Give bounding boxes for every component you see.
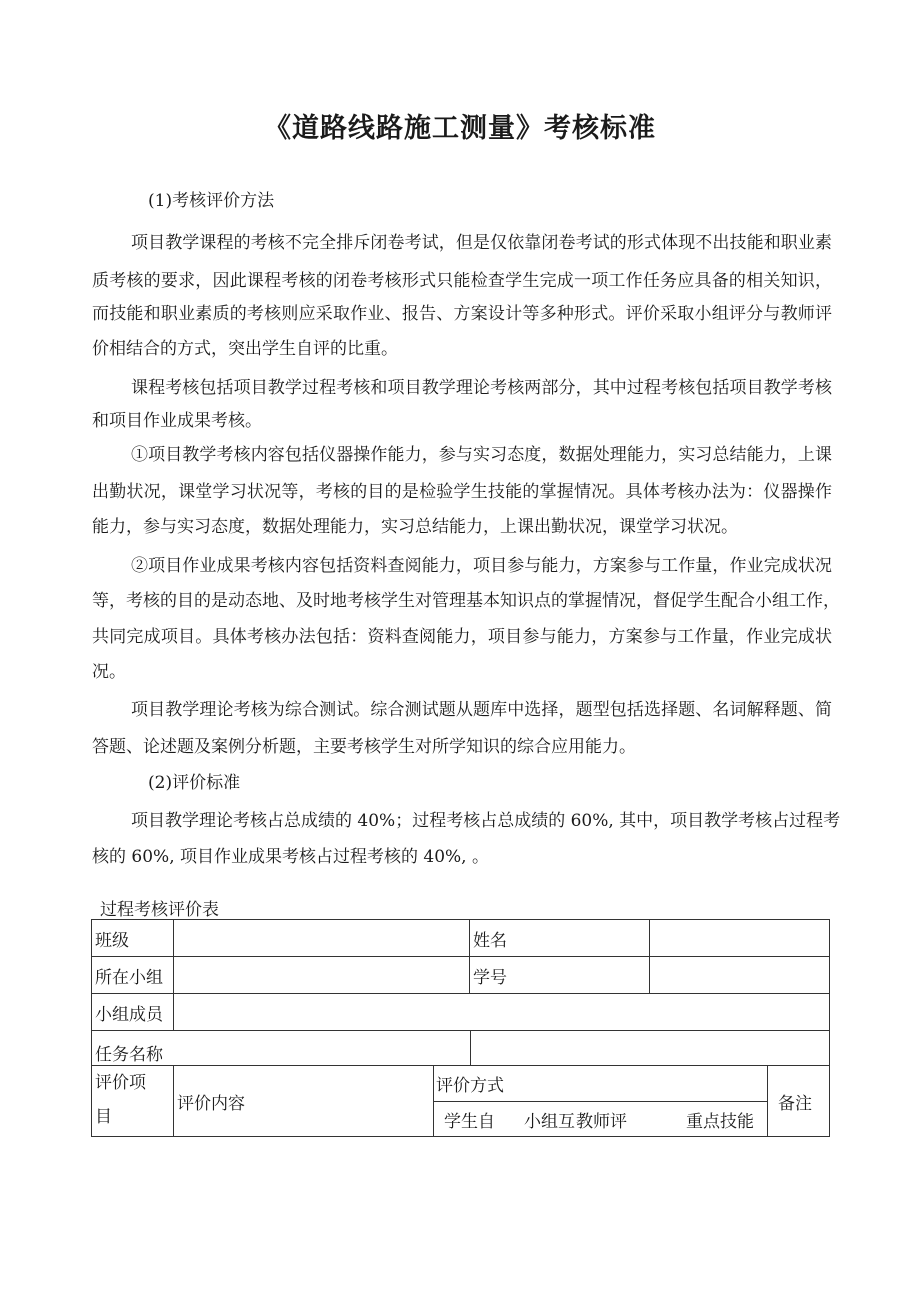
paragraph-3-line-1: ①项目教学考核内容包括仪器操作能力，参与实习态度，数据处理能力，实习总结能力，上课 <box>131 445 832 465</box>
eval-item-label-line-2: 目 <box>95 1107 112 1127</box>
task-value-cell[interactable] <box>471 1031 830 1066</box>
members-value-cell[interactable] <box>174 994 830 1031</box>
evaluation-table <box>91 919 830 1137</box>
paragraph-2-line-2: 和项目作业成果考核。 <box>92 411 262 431</box>
paragraph-1-line-4: 价相结合的方式，突出学生自评的比重。 <box>92 339 398 359</box>
paragraph-6-line-1: 项目教学理论考核占总成绩的 40%；过程考核占总成绩的 60%, 其中，项目教学考核占过程考 <box>131 811 841 831</box>
eval-item-label-line-1: 评价项 <box>95 1073 146 1093</box>
table-title: 过程考核评价表 <box>100 900 219 920</box>
group-label: 所在小组 <box>92 957 174 994</box>
table-row <box>92 1066 830 1102</box>
paragraph-4-line-1: ②项目作业成果考核内容包括资料查阅能力，项目参与能力，方案参与工作量，作业完成状况 <box>131 556 832 576</box>
paragraph-5-line-2: 答题、论述题及案例分析题，主要考核学生对所学知识的综合应用能力。 <box>92 737 636 757</box>
eval-content-header: 评价内容 <box>174 1066 434 1137</box>
group-value-cell[interactable] <box>174 957 470 994</box>
paragraph-5-line-1: 项目教学理论考核为综合测试。综合测试题从题库中选择，题型包括选择题、名词解释题、简 <box>131 700 832 720</box>
method-teacher: 教师评 <box>576 1111 627 1132</box>
student-no-label: 学号 <box>470 957 650 994</box>
method-key-skill: 重点技能 <box>686 1111 754 1132</box>
name-value-cell[interactable] <box>650 920 830 957</box>
method-group: 小组互 <box>524 1111 575 1132</box>
document-title: 《道路线路施工测量》考核标准 <box>264 113 656 144</box>
paragraph-3-line-3: 能力，参与实习态度，数据处理能力，实习总结能力，上课出勤状况，课堂学习状况。 <box>92 517 738 537</box>
paragraph-4-line-4: 况。 <box>92 662 126 682</box>
section-2-heading: (2)评价标准 <box>148 773 241 793</box>
paragraph-1-line-1: 项目教学课程的考核不完全排斥闭卷考试，但是仅依靠闭卷考试的形式体现不出技能和职业素 <box>131 233 832 253</box>
table-row <box>92 920 830 957</box>
paragraph-1-line-3: 而技能和职业素质的考核则应采取作业、报告、方案设计等多种形式。评价采取小组评分与教师评 <box>92 304 832 324</box>
paragraph-6-line-2: 核的 60%, 项目作业成果考核占过程考核的 40%, 。 <box>92 847 489 867</box>
section-1-heading: (1)考核评价方法 <box>148 191 275 211</box>
class-value-cell[interactable] <box>174 920 470 957</box>
task-label: 任务名称 <box>92 1031 471 1066</box>
eval-method-header: 评价方式 <box>434 1066 768 1102</box>
table-row <box>92 1031 830 1066</box>
student-no-value-cell[interactable] <box>650 957 830 994</box>
paragraph-2-line-1: 课程考核包括项目教学过程考核和项目教学理论考核两部分，其中过程考核包括项目教学考核 <box>131 378 832 398</box>
class-label: 班级 <box>92 920 174 957</box>
eval-item-header <box>92 1066 174 1137</box>
name-label: 姓名 <box>470 920 650 957</box>
table-row <box>92 994 830 1031</box>
method-self: 学生自 <box>444 1111 495 1132</box>
paragraph-1-line-2: 质考核的要求，因此课程考核的闭卷考核形式只能检查学生完成一项工作任务应具备的相关知识， <box>92 271 832 291</box>
paragraph-3-line-2: 出勤状况，课堂学习状况等，考核的目的是检验学生技能的掌握情况。具体考核办法为：仪器操作 <box>92 482 832 502</box>
paragraph-4-line-2: 等，考核的目的是动态地、及时地考核学生对管理基本知识点的掌握情况，督促学生配合小组工作， <box>92 591 840 611</box>
remark-header: 备注 <box>768 1066 830 1137</box>
paragraph-4-line-3: 共同完成项目。具体考核办法包括：资料查阅能力，项目参与能力，方案参与工作量，作业完成状 <box>92 627 832 647</box>
table-row <box>92 957 830 994</box>
eval-method-subheader <box>434 1102 768 1137</box>
members-label: 小组成员 <box>92 994 174 1031</box>
